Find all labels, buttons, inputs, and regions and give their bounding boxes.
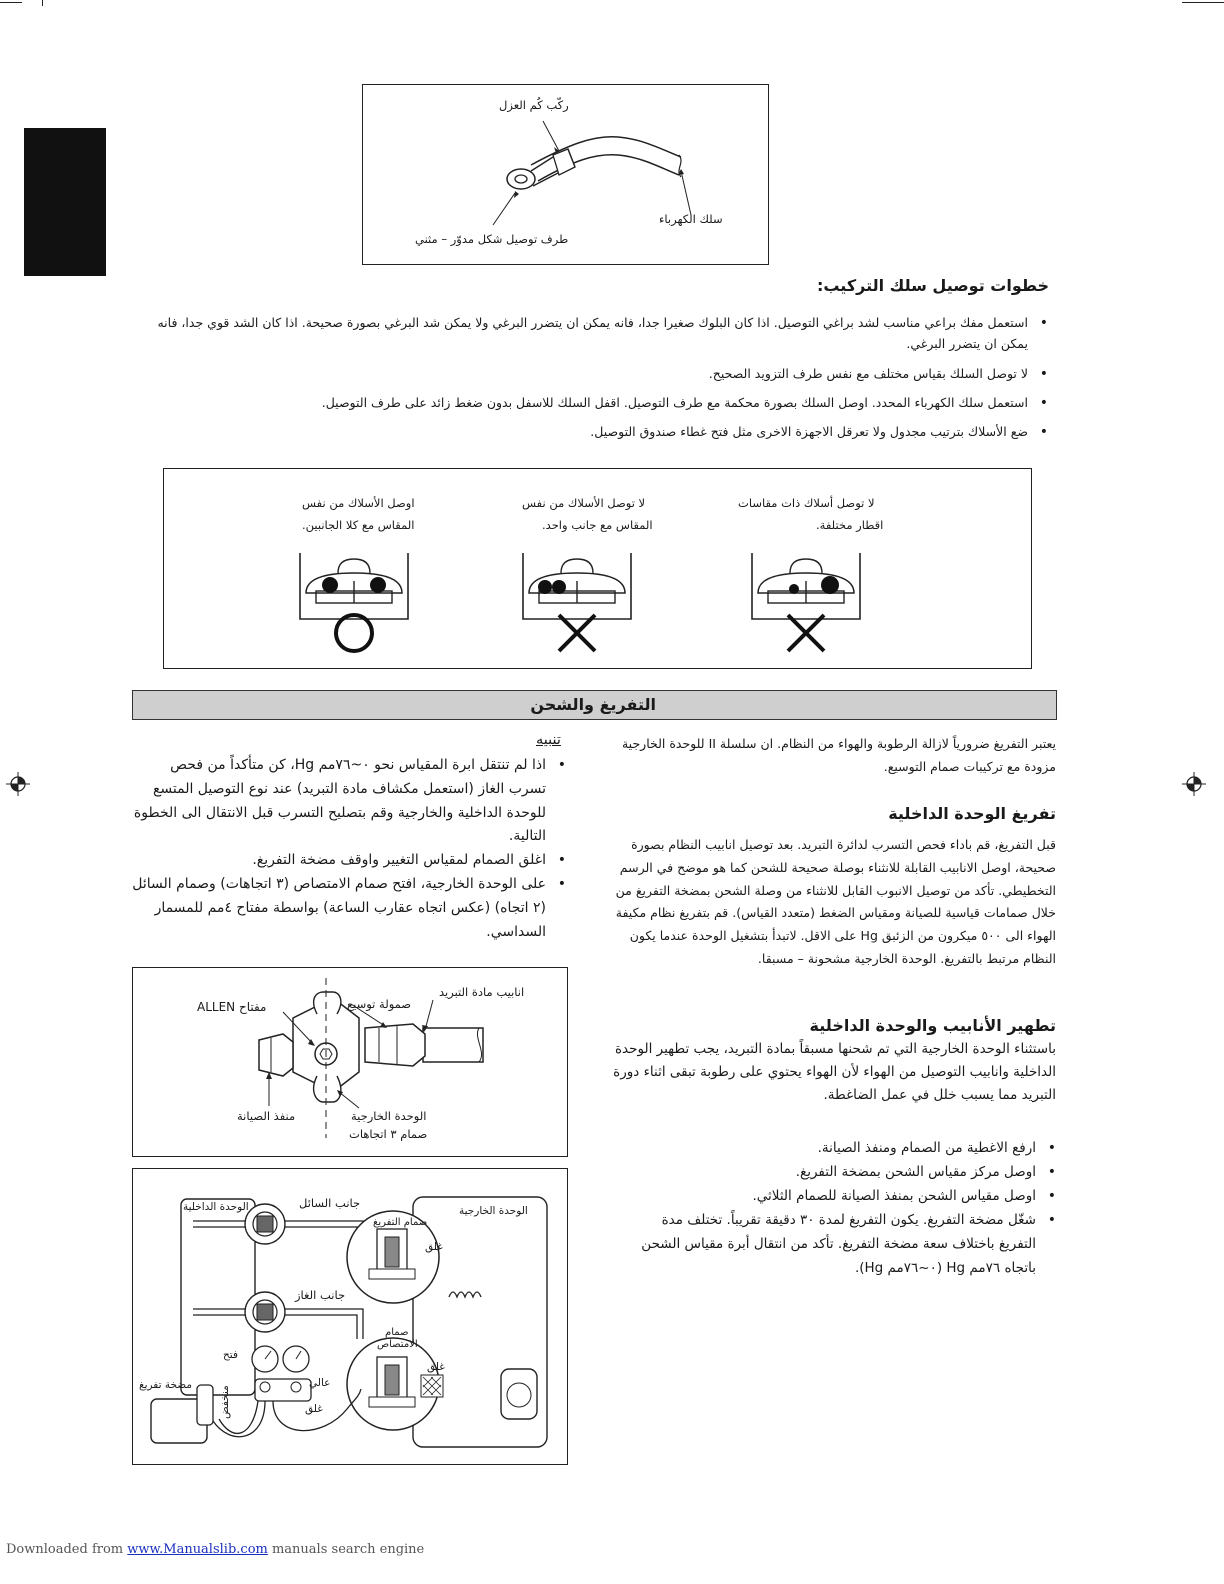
caution-list xyxy=(130,754,566,944)
panel-wrong-one-side-line1: لا توصل الأسلاك من نفس xyxy=(522,496,646,510)
purge-step: • ارفع الاغطية من الصمام ومنفذ الصيانة. xyxy=(626,1136,1056,1160)
footer-prefix: Downloaded from xyxy=(6,1542,124,1557)
wiring-step: • استعمل سلك الكهرباء المحدد. اوصل السلك بصورة محكمة مع طرف التوصيل. اقفل السلك للاسفل بدون ضغط زائد على طرف التوصيل. xyxy=(148,392,1048,413)
label-flare-nut: صمولة توسيع xyxy=(347,997,412,1011)
panel-correct-line2: المقاس مع كلا الجانبين. xyxy=(302,518,415,532)
label-service-port: منفذ الصيانة xyxy=(237,1109,296,1123)
label-close-2: غلق xyxy=(427,1361,445,1373)
caution-item: • اغلق الصمام لمقياس التغيير واوقف مضخة التفريغ. xyxy=(130,849,566,873)
purge-steps-list xyxy=(626,1136,1056,1280)
label-ring-terminal: طرف توصيل شكل مدوّر – مثني xyxy=(415,232,569,246)
section-tab xyxy=(24,128,106,276)
wiring-steps-title: خطوات توصيل سلك التركيب: xyxy=(816,276,1049,295)
caution-item: • اذا لم تنتقل ابرة المقياس نحو ٠~٧٦مم Hg، كن متأكداً من فحص تسرب الغاز (استعمل مكشاف مادة التبريد) عند نوع التوصيل المتسع للوحدة الداخلية والخارجية وقم بتصليح التسرب قبل الانتقال الى الخطوة التالية. xyxy=(130,754,566,849)
label-discharge-valve: صمام التفريغ xyxy=(373,1217,428,1228)
crop-mark-tl-h xyxy=(0,2,22,3)
label-three-way-valve: صمام ٣ اتجاهات xyxy=(349,1127,428,1141)
crop-mark-tr-h xyxy=(1182,2,1224,3)
wiring-step: • لا توصل السلك بقياس مختلف مع نفس طرف التزويد الصحيح. xyxy=(148,363,1048,384)
label-refrigerant-pipes: انابيب مادة التبريد xyxy=(439,985,525,999)
purge-step: • اوصل مقياس الشحن بمنفذ الصيانة للصمام الثلاثي. xyxy=(626,1184,1056,1208)
terminal-block-wrong-diff-size xyxy=(750,553,862,653)
label-close-3: غلق xyxy=(305,1403,323,1415)
registration-mark-right xyxy=(1182,772,1206,796)
label-vacuum-pump: مضخة تفريغ xyxy=(139,1379,193,1391)
terminal-block-wrong-one-side xyxy=(521,553,633,653)
label-suction-valve-2: الامتصاص xyxy=(377,1339,418,1350)
figure-evacuation-system xyxy=(132,1168,568,1465)
label-gas-side: جانب الغاز xyxy=(295,1288,346,1302)
label-indoor-unit: الوحدة الداخلية xyxy=(183,1201,249,1213)
label-suction-valve-1: صمام xyxy=(385,1327,409,1338)
terminal-block-correct xyxy=(298,553,410,653)
panel-wrong-diff-size-line2: اقطار مختلفة. xyxy=(816,518,884,532)
caution-item: • على الوحدة الخارجية، افتح صمام الامتصاص (٣ اتجاهات) وصمام السائل (٢ اتجاه) (عكس اتجاه عقارب الساعة) بواسطة مفتاح ٤مم للمسمار السداسي. xyxy=(130,873,566,944)
footer-link[interactable]: www.Manualslib.com xyxy=(127,1542,268,1557)
purge-step: • شغّل مضخة التفريغ. يكون التفريغ لمدة ٣٠ دقيقة تقريباً. تختلف مدة التفريغ باختلاف سعة مضخة التفريغ. تأكد من انتقال أبرة مقياس الشحن باتجاه ٧٦مم Hg (٠~٧٦مم Hg). xyxy=(626,1208,1056,1280)
purge-title: تطهير الأنابيب والوحدة الداخلية xyxy=(809,1016,1056,1035)
purge-step: • اوصل مركز مقياس الشحن بمضخة التفريغ. xyxy=(626,1160,1056,1184)
label-liquid-side: جانب السائل xyxy=(299,1196,361,1210)
evacuation-intro: يعتبر التفريغ ضرورياً لازالة الرطوبة والهواء من النظام. ان سلسلة II للوحدة الخارجية مزودة مع تركيبات صمام التوسيع. xyxy=(621,736,1056,775)
indoor-evacuation-title: تفريغ الوحدة الداخلية xyxy=(888,804,1056,823)
label-allen-key: مفتاح ALLEN xyxy=(197,1000,267,1014)
panel-wrong-diff-size-line1: لا توصل أسلاك ذات مقاسات xyxy=(738,496,875,510)
figure-wire-terminal xyxy=(362,84,769,265)
crop-mark-tl-v xyxy=(42,0,43,6)
label-open: فتح xyxy=(223,1349,238,1361)
label-electric-wire: سلك الكهرباء xyxy=(659,212,723,226)
figure-three-way-valve xyxy=(132,967,568,1157)
panel-wrong-one-side-line2: المقاس مع جانب واحد. xyxy=(542,518,653,532)
label-low: منخفض xyxy=(219,1385,231,1419)
label-high: عالي xyxy=(309,1377,331,1389)
footer-suffix: manuals search engine xyxy=(271,1542,425,1557)
section-banner xyxy=(132,690,1057,720)
label-outdoor-unit-sys: الوحدة الخارجية xyxy=(459,1205,528,1217)
caution-title: تنبيه xyxy=(536,732,561,748)
registration-mark-left xyxy=(6,772,30,796)
wiring-step: • استعمل مفك براعي مناسب لشد براغي التوصيل. اذا كان البلوك صغيرا جدا، فانه يمكن ان يتضرر البرغي ولا يمكن شد البرغي بصورة صحيحة. اذا كان الشد قوي جدا، فانه يمكن ان يتضرر البرغي. xyxy=(148,312,1048,355)
label-outdoor-unit: الوحدة الخارجية xyxy=(351,1109,427,1123)
figure-terminal-connections xyxy=(163,468,1032,669)
page-footer xyxy=(6,1542,424,1557)
panel-correct-line1: اوصل الأسلاك من نفس xyxy=(302,496,415,510)
purge-text: باستثناء الوحدة الخارجية التي تم شحنها مسبقاً بمادة التبريد، يجب تطهير الوحدة الداخلية وانابيب التوصيل من الهواء لأن الهواء يحتوي على رطوبة تبقى اثناء دورة التبريد مما يسبب خلل في عمل الضاغطة. xyxy=(613,1041,1056,1104)
indoor-evacuation-text: قبل التفريغ، قم باداء فحص التسرب لدائرة التبريد. بعد توصيل انابيب النظام بصورة صحيحة، اوصل الانابيب القابلة للانثناء بوصلة صحيحة للشحن كما هو موضح في الرسم التخطيطي. تأكد من توصيل الانبوب القابل للانثناء من وصلة الشحن بمضخة التفريغ من خلال صمامات قياسية للصيانة ومقياس الضغط (متعدد القياس). قم بتفريغ نظام مكيفة الهواء الى ٥٠٠ ميكرون من الزئبق Hg على الاقل. لاتبدأ بتشغيل الوحدة عندما يكون النظام مرتبط بالتفريغ. الوحدة الخارجية مشحونة – مسبقا. xyxy=(615,837,1056,966)
label-close-1: غلق xyxy=(425,1241,443,1253)
label-insulation-sleeve: ركّب كُم العزل xyxy=(499,98,569,112)
wiring-step: • ضع الأسلاك بترتيب مجدول ولا تعرقل الاجهزة الاخرى مثل فتح غطاء صندوق التوصيل. xyxy=(148,421,1048,442)
wiring-steps-list xyxy=(148,312,1048,442)
section-banner-title: التفريغ والشحن xyxy=(530,695,656,714)
